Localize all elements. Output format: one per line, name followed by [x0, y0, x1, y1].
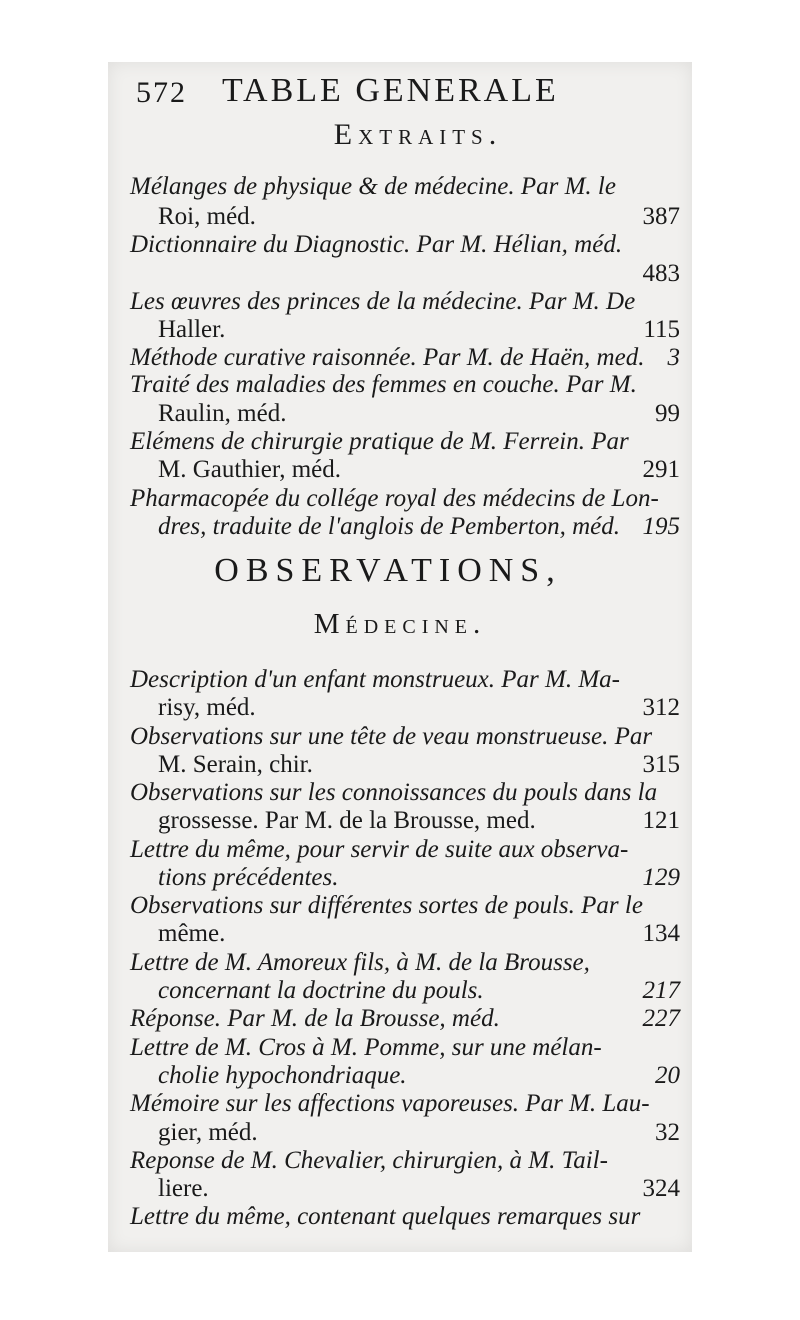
- entry-line: Elémens de chirurgie pratique de M. Ferrein. Par: [130, 428, 629, 455]
- page-number: 572: [136, 76, 187, 109]
- entry-line: Lettre de M. Cros à M. Pomme, sur une mélan-: [130, 1034, 602, 1061]
- entry-line: Description d'un enfant monstrueux. Par M. Ma-: [130, 666, 621, 693]
- entry-line: dres, traduite de l'anglois de Pemberton, méd. 195: [158, 513, 680, 540]
- entry-line: concernant la doctrine du pouls. 217: [158, 977, 680, 1004]
- entry-line: Mélanges de physique & de médecine. Par M. le: [130, 173, 616, 200]
- entry-line: Observations sur les connoissances du pouls dans la: [130, 779, 658, 806]
- entry-line: grossesse. Par M. de la Brousse, med. 121: [158, 807, 680, 834]
- entry-line: Les œuvres des princes de la médecine. Par M. De: [130, 288, 636, 315]
- entry-line: Réponse. Par M. de la Brousse, méd. 227: [130, 1005, 680, 1032]
- entry-line: même. 134: [158, 920, 680, 947]
- entry-line: Lettre du même, contenant quelques remarques sur: [130, 1203, 641, 1230]
- section-heading-observations: OBSERVATIONS,: [214, 552, 562, 589]
- entry-line: Reponse de M. Chevalier, chirurgien, à M. Tail-: [130, 1147, 608, 1174]
- entry-line: M. Serain, chir. 315: [158, 751, 680, 778]
- entry-line: Mémoire sur les affections vaporeuses. Par M. Lau-: [130, 1090, 650, 1117]
- entry-line: Haller. 115: [158, 316, 680, 343]
- entry-line: gier, méd. 32: [158, 1119, 680, 1146]
- entry-line: M. Gauthier, méd. 291: [158, 456, 680, 483]
- entry-line: 483: [642, 260, 680, 287]
- page-header: [136, 72, 656, 116]
- entry-line: cholie hypochondriaque. 20: [158, 1062, 680, 1089]
- entry-line: liere. 324: [158, 1175, 680, 1202]
- section-heading-medecine: Médecine.: [313, 608, 487, 640]
- entry-line: risy, méd. 312: [158, 694, 680, 721]
- section-heading-extraits: Extraits.: [333, 118, 503, 151]
- entry-line: Observations sur une tête de veau monstrueuse. Par: [130, 723, 653, 750]
- entry-line: tions précédentes. 129: [158, 864, 680, 891]
- entry-line: Dictionnaire du Diagnostic. Par M. Hélian, méd.: [130, 231, 623, 258]
- page-title: TABLE GENERALE: [222, 72, 559, 109]
- entry-line: Raulin, méd. 99: [158, 400, 680, 427]
- entry-line: Pharmacopée du collége royal des médecins de Lon-: [130, 485, 659, 512]
- entry-line: Méthode curative raisonnée. Par M. de Haën, med. 3: [130, 344, 680, 371]
- entry-line: Lettre du même, pour servir de suite aux observa-: [130, 836, 629, 863]
- entry-line: Lettre de M. Amoreux fils, à M. de la Brousse,: [130, 949, 590, 976]
- entry-line: Traité des maladies des femmes en couche. Par M.: [130, 371, 637, 398]
- entry-line: Roi, méd. 387: [158, 203, 680, 230]
- entry-line: Observations sur différentes sortes de pouls. Par le: [130, 892, 643, 919]
